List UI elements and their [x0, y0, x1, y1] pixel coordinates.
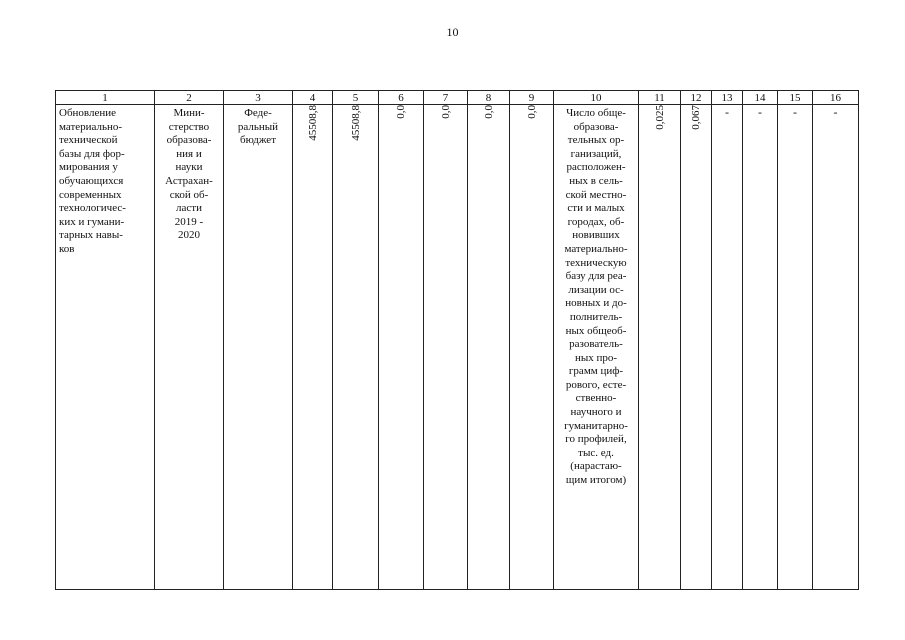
text-line: ких и гумани- — [59, 215, 125, 228]
text-line: Обновление — [59, 107, 117, 119]
text-line: базу для реа- — [565, 270, 627, 283]
text-line: городах, об- — [567, 215, 625, 228]
text-line: современных — [59, 188, 122, 201]
cell-col-8 — [468, 105, 510, 590]
cell-col-16 — [813, 105, 859, 590]
header-row — [56, 91, 859, 105]
text-line: ственно- — [575, 392, 617, 405]
text-line: новных и до- — [565, 297, 627, 310]
col-8-value: 0,0 — [482, 105, 495, 119]
text-line: науки — [175, 161, 203, 174]
cell-executor — [155, 105, 224, 590]
col-16-value: - — [833, 105, 838, 119]
col-header-16: 16 — [813, 91, 859, 105]
cell-event-name — [56, 105, 155, 590]
col-header-13: 13 — [712, 91, 743, 105]
text-line: рового, есте- — [565, 378, 627, 391]
col-header-10: 10 — [554, 91, 639, 105]
indicator-text — [554, 105, 638, 490]
col-header-14: 14 — [743, 91, 778, 105]
text-line: научного и — [570, 406, 622, 419]
col-header-2: 2 — [155, 91, 224, 105]
cell-col-15 — [778, 105, 813, 590]
text-line: Астрахан- — [165, 174, 213, 187]
text-line: обучающихся — [59, 174, 124, 187]
text-line: технической — [59, 134, 118, 147]
cell-col-13 — [712, 105, 743, 590]
program-table — [55, 90, 859, 590]
col-header-6: 6 — [379, 91, 424, 105]
cell-col-7 — [424, 105, 468, 590]
text-line: грамм циф- — [568, 365, 624, 378]
page-number: 10 — [446, 25, 459, 39]
text-line: расположен- — [566, 161, 626, 174]
text-line: ской местно- — [565, 188, 627, 201]
text-line: тыс. ед. — [578, 446, 614, 459]
text-line: разователь- — [569, 338, 623, 351]
col-header-12: 12 — [681, 91, 712, 105]
col-13-value: - — [725, 105, 729, 119]
col-header-3: 3 — [224, 91, 293, 105]
cell-col-14 — [743, 105, 778, 590]
text-line: технологичес- — [59, 202, 126, 215]
text-line: (нарастаю- — [570, 460, 622, 473]
col-7-value: 0,0 — [439, 105, 452, 119]
text-line: техническую — [565, 256, 627, 269]
text-line: бюджет — [240, 134, 276, 147]
text-line: материально- — [59, 120, 123, 133]
text-line: ской об- — [169, 188, 209, 201]
text-line: ных про- — [574, 351, 618, 364]
text-line: Мини- — [173, 107, 205, 119]
text-line: 2019 - — [174, 215, 204, 228]
executor-text — [155, 105, 223, 245]
text-line: ния и — [176, 147, 202, 160]
text-line: сти и малых — [567, 202, 625, 215]
text-line: мирования у — [59, 161, 118, 174]
col-header-15: 15 — [778, 91, 813, 105]
text-line: 2020 — [178, 229, 200, 242]
text-line: ков — [59, 242, 75, 255]
col-15-value: - — [793, 105, 797, 119]
text-line: образова- — [573, 120, 619, 133]
table-row — [56, 105, 859, 590]
text-line: Число обще- — [566, 107, 626, 119]
text-line: Феде- — [244, 107, 272, 119]
col-4-value: 45508,8 — [306, 105, 319, 141]
text-line: ных в сель- — [569, 174, 623, 187]
col-header-4: 4 — [293, 91, 333, 105]
text-line: ральный — [237, 120, 279, 133]
col-header-11: 11 — [639, 91, 681, 105]
cell-col-4 — [293, 105, 333, 590]
text-line: базы для фор- — [59, 147, 125, 160]
text-line: го профилей, — [565, 433, 627, 446]
text-line: стерство — [168, 120, 210, 133]
cell-indicator — [554, 105, 639, 590]
col-5-value: 45508,8 — [349, 105, 362, 141]
col-header-9: 9 — [510, 91, 554, 105]
cell-col-11 — [639, 105, 681, 590]
text-line: щим итогом) — [565, 474, 627, 487]
col-header-5: 5 — [333, 91, 379, 105]
col-6-value: 0,0 — [395, 105, 407, 119]
text-line: ласти — [176, 202, 202, 215]
cell-col-5 — [333, 105, 379, 590]
funding-source-text — [224, 105, 292, 150]
cell-col-6 — [379, 105, 424, 590]
text-line: полнитель- — [569, 310, 623, 323]
text-line: ных общеоб- — [565, 324, 627, 337]
text-line: лизации ос- — [568, 283, 624, 296]
col-14-value: - — [758, 105, 762, 119]
text-line: ганизаций, — [570, 147, 622, 160]
cell-funding-source — [224, 105, 293, 590]
cell-col-12 — [681, 105, 712, 590]
col-header-7: 7 — [424, 91, 468, 105]
col-9-value: 0,0 — [525, 105, 538, 119]
col-11-value: 0,025 — [653, 105, 666, 130]
cell-col-9 — [510, 105, 554, 590]
event-name-text — [56, 105, 154, 259]
text-line: образова- — [166, 134, 212, 147]
text-line: тарных навы- — [59, 229, 123, 242]
text-line: тельных ор- — [567, 134, 625, 147]
col-header-1: 1 — [56, 91, 155, 105]
text-line: гуманитарно- — [564, 419, 628, 432]
text-line: новивших — [572, 229, 620, 242]
col-12-value: 0,067 — [690, 105, 702, 130]
text-line: материально- — [564, 242, 628, 255]
col-header-8: 8 — [468, 91, 510, 105]
